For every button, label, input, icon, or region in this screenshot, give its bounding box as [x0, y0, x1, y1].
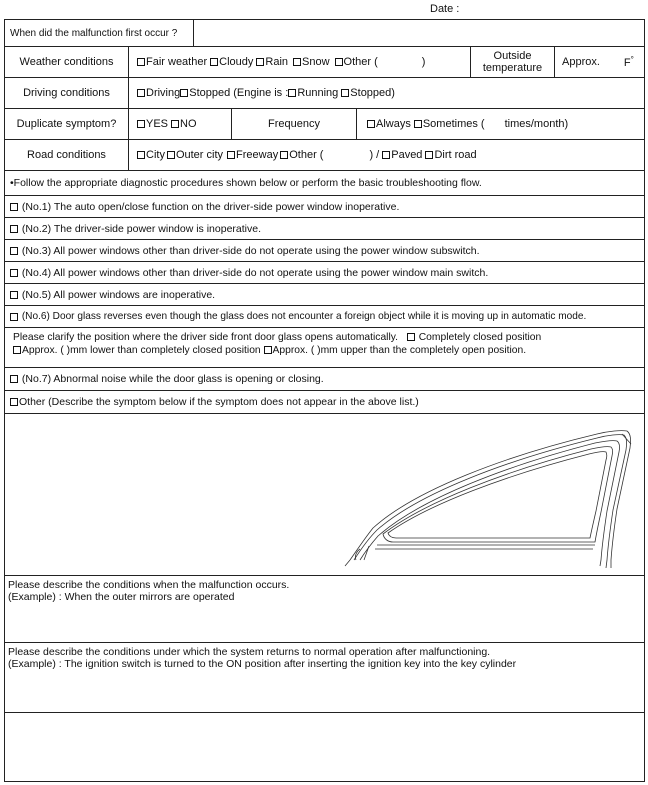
other-symptom-row[interactable]: Other (Describe the symptom below if the symptom does not appear in the above list.)	[5, 391, 644, 414]
checkbox-icon	[293, 58, 301, 66]
road-option-freeway[interactable]: Freeway	[227, 149, 278, 161]
symptom-row[interactable]: (No.4) All power windows other than driver-side do not operate using the power window main switch.	[5, 262, 644, 284]
checkbox-icon	[210, 58, 218, 66]
outside-temperature-label: Outside temperature	[470, 47, 554, 77]
checkbox-icon	[180, 89, 188, 97]
checkbox-icon	[10, 269, 18, 277]
symptom-row[interactable]: (No.6) Door glass reverses even though the glass does not encounter a foreign object while it is moving up in automatic mode.	[5, 306, 644, 328]
checkbox-icon	[264, 346, 272, 354]
symptom-row[interactable]: (No.3) All power windows other than driver-side do not operate using the power window subswitch.	[5, 240, 644, 262]
malfunction-conditions-example: (Example) : When the outer mirrors are operated	[8, 591, 235, 603]
checkbox-icon	[10, 313, 18, 321]
weather-option-cloudy[interactable]: Cloudy	[210, 56, 253, 68]
checkbox-icon	[256, 58, 264, 66]
position-option-lower[interactable]: Approx. ( )mm lower than completely closed position	[13, 345, 261, 356]
checkbox-icon	[171, 120, 179, 128]
date-label: Date :	[430, 3, 460, 15]
checkbox-icon	[10, 291, 18, 299]
frequency-option-always[interactable]: Always	[367, 118, 411, 130]
frequency-label: Frequency	[268, 118, 320, 130]
checkbox-icon	[382, 151, 390, 159]
checkbox-icon	[280, 151, 288, 159]
driving-option-driving[interactable]: Driving	[137, 87, 180, 99]
checkbox-icon	[10, 225, 18, 233]
checkbox-icon	[288, 89, 296, 97]
duplicate-option-yes[interactable]: YES	[137, 118, 168, 130]
weather-option-snow[interactable]: Snow	[293, 56, 330, 68]
outside-temperature-field[interactable]: Approx. F°	[554, 47, 644, 77]
checkbox-icon	[167, 151, 175, 159]
return-conditions-example: (Example) : The ignition switch is turned to the ON position after inserting the ignition key into the key cylinder	[8, 658, 517, 670]
return-conditions-prompt: Please describe the conditions under which the system returns to normal operation after malfunctioning.	[8, 646, 491, 658]
checkbox-icon	[137, 58, 145, 66]
checkbox-icon	[137, 89, 145, 97]
road-option-outer-city[interactable]: Outer city	[167, 149, 223, 161]
duplicate-row	[5, 109, 644, 140]
duplicate-option-no[interactable]: NO	[171, 118, 197, 130]
driving-row	[5, 78, 644, 109]
checkbox-icon	[227, 151, 235, 159]
road-option-dirt[interactable]: Dirt road	[425, 149, 476, 161]
road-label: Road conditions	[27, 149, 106, 161]
checkbox-icon	[414, 120, 422, 128]
road-option-other[interactable]: Other (	[280, 149, 323, 161]
symptom-row[interactable]: (No.5) All power windows are inoperative.	[5, 284, 644, 306]
malfunction-form	[4, 19, 645, 782]
weather-other-close: )	[421, 56, 426, 68]
checkbox-icon	[137, 151, 145, 159]
checkbox-icon	[13, 346, 21, 354]
times-month-label: times/month)	[504, 118, 569, 130]
door-glass-illustration	[5, 414, 644, 574]
checkbox-icon	[137, 120, 145, 128]
first-occur-label: When did the malfunction first occur ?	[10, 27, 178, 39]
road-option-paved[interactable]: Paved	[382, 149, 422, 161]
road-option-city[interactable]: City	[137, 149, 165, 161]
driving-option-stopped[interactable]: Stopped (Engine is :	[180, 87, 288, 99]
weather-label: Weather conditions	[19, 56, 114, 68]
clarify-text: Please clarify the position where the driver side front door glass opens automatically.	[13, 332, 398, 343]
duplicate-label: Duplicate symptom?	[16, 118, 117, 130]
weather-option-rain[interactable]: Rain	[256, 56, 288, 68]
weather-option-other[interactable]: Other (	[335, 56, 378, 68]
symptom-description-area[interactable]	[5, 414, 644, 576]
notes-area[interactable]	[5, 713, 644, 781]
first-occur-field[interactable]	[193, 20, 644, 46]
first-occur-row	[5, 20, 644, 47]
clarify-position-row	[5, 328, 644, 368]
symptom-row[interactable]: (No.1) The auto open/close function on the driver-side power window inoperative.	[5, 196, 644, 218]
checkbox-icon	[10, 398, 18, 406]
engine-option-running[interactable]: Running	[288, 87, 338, 99]
checkbox-icon	[341, 89, 349, 97]
malfunction-conditions-field[interactable]	[5, 576, 644, 643]
instruction-text: •Follow the appropriate diagnostic procedures shown below or perform the basic troubleshooting flow.	[10, 177, 482, 189]
malfunction-conditions-prompt: Please describe the conditions when the malfunction occurs.	[8, 579, 290, 591]
checkbox-icon	[10, 375, 18, 383]
weather-row	[5, 47, 644, 78]
checkbox-icon	[10, 203, 18, 211]
checkbox-icon	[407, 333, 415, 341]
checkbox-icon	[367, 120, 375, 128]
road-row: Road conditions City Outer city Freeway Other ( ) / Paved Dirt road	[5, 140, 644, 171]
return-conditions-field[interactable]	[5, 643, 644, 713]
driving-label: Driving conditions	[23, 87, 110, 99]
position-option-completely-closed[interactable]: Completely closed position	[407, 332, 541, 343]
symptom-row[interactable]: (No.2) The driver-side power window is inoperative.	[5, 218, 644, 240]
frequency-option-sometimes[interactable]: Sometimes (	[414, 118, 485, 130]
temperature-unit: F°	[623, 55, 634, 69]
checkbox-icon	[10, 247, 18, 255]
position-option-upper[interactable]: Approx. ( )mm upper than the completely open position.	[264, 345, 527, 356]
checkbox-icon	[335, 58, 343, 66]
symptom-row[interactable]: (No.7) Abnormal noise while the door glass is opening or closing.	[5, 368, 644, 391]
instruction-row	[5, 171, 644, 196]
weather-option-fair[interactable]: Fair weather	[137, 56, 207, 68]
engine-option-stopped[interactable]: Stopped)	[341, 87, 395, 99]
checkbox-icon	[425, 151, 433, 159]
